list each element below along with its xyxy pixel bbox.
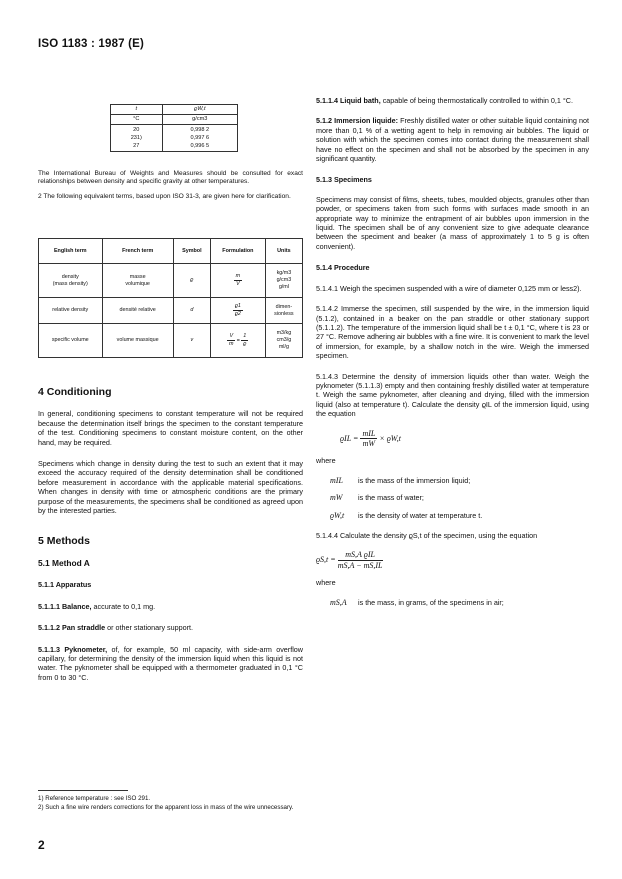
def-text: is the mass of the immersion liquid;	[358, 475, 471, 485]
term-fr: densité relative	[102, 298, 173, 324]
procedure-heading: 5.1.4 Procedure	[316, 263, 370, 273]
section-4-para-1: In general, conditioning specimens to constant temperature will not be required because the determination itself brings the specimen to the constant temperature of the test. Conditioning specimens to constant moisture content, on the other hand, may be required.	[38, 409, 303, 447]
terms-head: English term	[39, 239, 103, 264]
formula-den: V	[236, 281, 240, 287]
table-cell: 0,996 5	[190, 143, 210, 149]
section-4-heading: 4 Conditioning	[38, 386, 112, 398]
pyknometer-label: 5.1.1.3 Pyknometer,	[38, 644, 108, 654]
terms-head: Units	[265, 239, 302, 264]
water-density-table	[110, 104, 238, 152]
page-number: 2	[38, 838, 45, 852]
section-4-para-2: Specimens which change in density during the test to such an extent that it may exceed the accuracy required of the density determination shall be conditioned before measurement in accordance with the applicable material specifications. When changes in density with time or atmospheric conditions are the primary purpose of the measurements, the specimens shall be conditioned as agreed upon by the interested parties.	[38, 459, 303, 516]
where-1: where	[316, 456, 336, 466]
footnote-1: 1) Reference temperature : see ISO 291.	[38, 795, 151, 802]
specimens-heading: 5.1.3 Specimens	[316, 175, 372, 185]
table-head-t: t	[111, 105, 163, 115]
formula-num: 1	[243, 333, 247, 339]
table-unit-t: °C	[111, 115, 163, 125]
step-5-1-4-4: 5.1.4.4 Calculate the density ϱS,t of the specimen, using the equation	[316, 531, 538, 540]
eq2-den: mS,A − mS,IL	[337, 560, 383, 570]
def-text: is the mass of water;	[358, 493, 424, 503]
def-sym: mW	[330, 493, 343, 503]
step-5-1-4-1: 5.1.4.1 Weigh the specimen suspended with a wire of diameter 0,125 mm or less2).	[316, 283, 582, 293]
def-text: is the mass, in grams, of the specimens in air;	[358, 597, 504, 607]
term-en: relative density	[39, 298, 103, 324]
balance-text: accurate to 0,1 mg.	[91, 601, 156, 611]
eq1-lhs: ϱIL =	[340, 433, 359, 443]
pyknometer-text: of, for example, 50 ml capacity, with side-arm overflow capillary, for determining the density of the immersion liquid when this liquid is not water. The pyknometer shall be equipped with a thermometer graduated in 0,1 °C from 0 to 30 °C.	[38, 644, 303, 682]
eq1-den: mW	[362, 438, 376, 448]
table-cell: 0,998 2	[190, 127, 210, 133]
document-header: ISO 1183 : 1987 (E)	[38, 38, 145, 50]
term-symbol: ϱ	[173, 264, 210, 298]
liquid-bath-label: 5.1.1.4 Liquid bath,	[316, 96, 381, 105]
pan-straddle-text: or other stationary support.	[105, 623, 194, 633]
immersion-liquid-label: 5.1.2 Immersion liquide:	[316, 116, 399, 126]
eq2-num: mS,A ϱIL	[338, 550, 383, 560]
step-5-1-4-3: 5.1.4.3 Determine the density of immersion liquids other than water. Weigh the pyknometer (5.1.1.3) empty and then containing freshly distilled water at temperature t. Weigh the same pyknometer, after cleaning and drying, filled with the immersion liquid (also at temperature t). Calculate the density ϱIL of the immersion liquid, using the equation	[316, 371, 589, 419]
term-fr: masse	[129, 273, 146, 280]
unit: ml/g	[278, 344, 289, 350]
note-2: 2 The following equivalent terms, based upon ISO 31-3, are given here for clarification.	[38, 192, 291, 200]
term-en: (mass density)	[52, 280, 88, 287]
terms-table: English term French term Symbol Formulation Units density (mass density) masse volumique ϱ $\frac{m}{V}$ kg/m3 g/cm3 g/ml relative density densité relative d $\frac{ϱ1}{ϱ2}$ dimen- sionless specific volume volume massique v $\frac{V}{m}$ = $\frac{1}{ϱ}$ m3/kg cm3/g ml/g	[38, 238, 303, 358]
where-2: where	[316, 578, 336, 588]
footnote-rule	[38, 790, 128, 791]
terms-head: Formulation	[210, 239, 265, 264]
specimens-text: Specimens may consist of films, sheets, tubes, moulded objects, granules other than powder, or specimens taken from such forms with surfaces made smooth in an appropriate way to minimize the entrapment of air bubbles upon immersion in the liquid. The specimen shall be of any convenient size to give adequate clearance between the speciment and beaker (a mass of approximately 1 to 5 g is often convenient).	[316, 194, 589, 251]
formula-num: m	[235, 273, 241, 279]
unit: kg/m3	[276, 270, 292, 276]
formula-den: ϱ	[243, 341, 247, 347]
term-fr: volumique	[125, 280, 150, 287]
pan-straddle-label: 5.1.1.2 Pan straddle	[38, 623, 106, 633]
section-5-1-1-heading: 5.1.1 Apparatus	[38, 580, 92, 590]
def-text: is the density of water at temperature t.	[358, 510, 483, 520]
equation-2	[316, 550, 589, 570]
term-symbol: d	[173, 298, 210, 324]
footnote-2: 2) Such a fine wire renders corrections for the apparent loss in mass of the wire unnecessary.	[38, 803, 294, 811]
table-head-rho: ϱW,t	[162, 105, 237, 115]
def-sym: ϱW,t	[330, 510, 345, 520]
formula-num: V	[229, 333, 234, 339]
def-sym: mS,A	[330, 597, 347, 607]
balance-label: 5.1.1.1 Balance,	[38, 601, 92, 611]
eq1-rhs: × ϱW,t	[379, 433, 401, 443]
eq2-lhs: ϱS,t =	[316, 555, 336, 565]
liquid-bath-text: capable of being thermostatically controlled to within 0,1 °C.	[380, 96, 573, 105]
section-5-heading: 5 Methods	[38, 535, 90, 548]
unit: g/cm3	[276, 277, 292, 283]
term-en: density	[61, 273, 79, 280]
term-symbol: v	[173, 324, 210, 358]
formula-den: m	[229, 341, 234, 347]
formula-num: ϱ1	[234, 303, 241, 309]
table-unit-rho: g/cm3	[162, 115, 237, 125]
def-sym: mIL	[330, 475, 343, 485]
equation-1	[340, 429, 589, 449]
table-cell: 231)	[130, 135, 142, 141]
section-5-1-heading: 5.1 Method A	[38, 557, 90, 568]
formula-den: ϱ2	[234, 311, 241, 317]
note-1: The International Bureau of Weights and Measures should be consulted for exact relationships between density and specific gravity at other temperatures.	[38, 170, 303, 186]
term-en: specific volume	[39, 324, 103, 358]
table-cell: 20	[133, 127, 140, 133]
eq1-num: mIL	[362, 428, 376, 438]
unit: sionless	[274, 310, 294, 317]
immersion-liquid-text: Freshly distilled water or other suitable liquid containing not more than 0,1 % of a wetting agent to help in removing air bubbles. The liquid or solution with which the specimen comes into contact during the measurement shall have no effect on the specimen and shall not be absorbed by the specimen in any significant quantity.	[316, 116, 589, 164]
unit: cm3/g	[276, 337, 292, 343]
table-cell: 27	[133, 143, 140, 149]
terms-head: Symbol	[173, 239, 210, 264]
terms-head: French term	[102, 239, 173, 264]
step-5-1-4-2: 5.1.4.2 Immerse the specimen, still suspended by the wire, in the immersion liquid (5.1.2), contained in a beaker on the pan straddle or other stationary support (5.1.1.2). The temperature of the immersion liquid shall be t ± 0,1 °C, where t is 23 or 27 °C. Remove adhering air bubbles with a fine wire. It is convenient to mark the level of immersion, for example, by a shallow notch in the wire. Weigh the immersed specimen.	[316, 304, 589, 361]
table-cell: 0,997 6	[190, 135, 210, 141]
unit: g/ml	[278, 284, 289, 290]
unit: dimen-	[275, 303, 293, 310]
unit: m3/kg	[276, 330, 292, 336]
term-fr: volume massique	[102, 324, 173, 358]
